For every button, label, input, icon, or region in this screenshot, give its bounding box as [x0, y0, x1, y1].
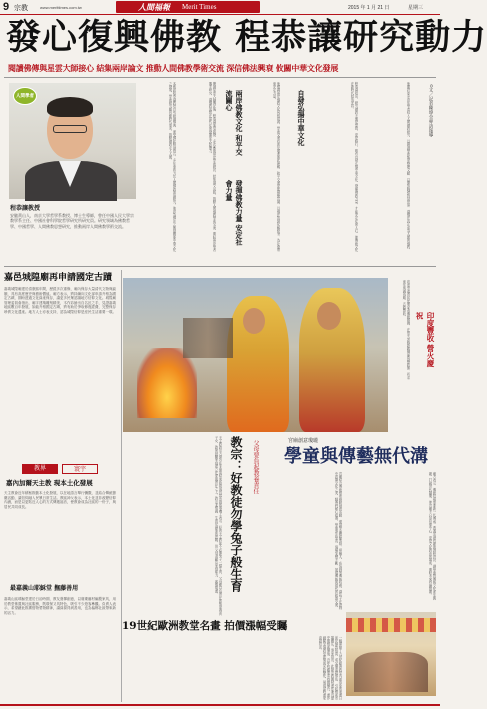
page-header	[0, 0, 440, 16]
header-rule	[0, 14, 440, 15]
headline-rule	[4, 77, 436, 78]
pope-story-body: 天主教教宗方濟各在菲律賓結束訪問返回梵蒂岡的專機上表示，好的天主教徒不必像兔子一樣生育，父母應以負責任的態度養育子女，教會鼓勵家庭建立在愛與責任之上。教宗並強調，生育是神聖的恩賜，但父母須顧及家庭能力，審慎規畫。	[214, 436, 222, 616]
byline-vertical: ⊙文／記者陳瑋全專訪報導	[428, 84, 433, 138]
crowd	[183, 318, 233, 358]
feature-headline: 學童與傳藝無代溝	[284, 446, 428, 467]
dancer-right-face	[317, 302, 341, 330]
bottom-headline: 19世紀歐洲教堂名畫 拍價漲幅受矚	[122, 620, 288, 632]
issue-weekday: 星期三	[408, 5, 424, 11]
scholar-badge	[13, 87, 37, 105]
brand-banner	[116, 1, 260, 13]
story-church-body: 嘉義山區耶穌堂建於日治時期，教友發揮創意，以廢棄藤材編製家具，用於教堂佈置與社區服務，既環保又具特色，吸引不少遊客參觀。負責人表示，希望藉此推廣惜物愛物精神，讓資源得到善用，也為偏鄉社區帶來新的活力。	[4, 597, 116, 615]
issue-date: 2015 年 1 月 21 日	[348, 5, 390, 11]
middle-column-rule	[121, 270, 122, 702]
brand-english: Merit Times	[182, 3, 217, 11]
main-headline: 發心復興佛教 程恭讓研究動力	[6, 17, 487, 58]
story-church-heading: 最嘉義山耶穌堂 撫藤善用	[10, 585, 79, 592]
harvest-photo	[123, 278, 388, 432]
section-tag	[22, 464, 100, 474]
footer-rule	[0, 704, 440, 706]
festival-photo	[346, 612, 436, 696]
pope-vertical-subhead: 父母要負起教養責任	[252, 440, 259, 494]
feature-body-1: 宮廟結合傳統藝術推動創意活動，邀請學童體驗剪紙、捏麵人、布袋戲等傳統技藝，讓孩子在遊戲中認識文化之美。師傅們耐心指導，學童專注學習，現場笑聲不斷，展現傳統與現代的和諧交流。	[334, 472, 342, 610]
bottom-story-body: 一幅描繪十九世紀歐洲教堂內部景象的油畫日前於倫敦拍賣，成交價遠超預估，引起藝術市場關注。專家指出，此類宗教題材畫作兼具歷史與藝術價值，近年收藏需求持續攀升。畫作細膩呈現教堂建築與光影變化，展現當時畫家高超技法。	[318, 636, 342, 700]
brand-chinese: 人間福報	[138, 2, 170, 12]
top-column-head-1: 兩岸佛教文化 和平交流關心	[225, 90, 244, 156]
top-column-1: 本報訊程恭讓教授自幼研讀佛典，深受佛陀精神感召，多年來致力於人間佛教理論研究。他認為佛法之興衰關係中華文化之發展，學術研究應回應時代需求，推動佛教走入人間。	[168, 82, 176, 252]
feature-body-2: 廟方表示，傳統技藝需要新一代傳承，透過活潑有趣的課程設計，讓學童對傳統文化產生興趣，打破世代隔閡，使宮廟不只是信仰中心，更是文化教育的場所，期盼未來持續推廣。	[428, 472, 436, 600]
top-column-head-3: 發揮佛教力量 安定社會力量	[225, 180, 244, 246]
story-catholic-body: 天主教會近年積極推動本土化發展，以在地語言舉行彌撒，並結合傳統節慶活動，讓信仰融入民眾日常生活。教區神父表示，本土化並非改變信仰內涵，而是以更貼近人心的方式傳遞福音，使教會成為社區的一份子，與居民共同成長。	[4, 491, 116, 509]
dancer-left-face	[243, 308, 265, 334]
portrait-hair	[47, 97, 93, 117]
section-tag-huanyu: 寰宇	[62, 464, 98, 474]
portrait-caption: 程恭讓教授	[10, 205, 41, 212]
scholar-badge-text: 人間學者	[16, 94, 34, 99]
photo-caption-body: 印度旁遮普邦民眾穿著傳統服飾，在營火旁載歌載舞慶祝豐收節，祈求來年風調雨順、五穀豐收。	[401, 280, 410, 380]
portrait-bio: 安徽黃山人，南京大學哲學系教授、博士生導師，曾任中國人民大學宗教學系主任、中國社會科學院哲學研究所研究員。研究領域為佛教哲學、中國哲學、人間佛教思想研究，推動兩岸人間佛教學術交流。	[10, 213, 134, 229]
page-number: 9	[3, 1, 10, 13]
subheadline: 閱讀佛傳與星雲大師接心 結集兩岸論文 推動人間佛教學術交流 深信佛法興衰 攸關中華文化發展	[8, 63, 339, 73]
pope-vertical-headline: 教宗：好教徒勿學兔子般生育	[229, 436, 243, 592]
story-temple-body: 嘉義城隍廟建於清康熙年間，歷經多次重修，廟內保存大量清代文物與匾額，具有高度歷史與藝術價值。廟方表示，將持續向文化部申請升格為國定古蹟，期盼透過文化資產保存，讓更多民眾認識地方信仰文化。城隍廟管理委員會指出，廟宇建築雕刻精美，木作彩繪出自名匠之手，見證嘉義地區數百年發展，如能升格國定古蹟，將有助於爭取修復經費，完整保存珍貴文化遺產。地方人士亦表支持，認為城隍信仰是庶民生活重要一環。	[4, 287, 116, 314]
lantern-string	[346, 618, 436, 632]
top-column-5: 他期許更多青年學者投入人間佛教研究，以嚴謹學術態度整理文獻，以開放胸襟對話世界，讓佛法真正成為人間的佛教。	[406, 82, 410, 252]
story-temple-heading: 嘉邑城隍廟再申請國定古蹟	[4, 273, 113, 283]
top-column-head-2: 自發弘揚中華文化	[297, 90, 306, 146]
top-column-2: 閱讀星雲大師傳記後，程恭讓深受啟發，多次參與兩岸學術研討，結集論文出版，推動人間佛教學術交流，期盼兩岸學者攜手研究，讓佛教思想在當代社會發揮更大影響力。	[208, 82, 216, 252]
children-group	[354, 652, 428, 692]
story-catholic-heading: 嘉內加爾天主教 現本土化發展	[6, 479, 93, 487]
top-column-4: 程恭讓指出，研究佛教不僅是學問，更是修行，唯有自發弘揚中華文化，發揮佛教力量，才能安定社會人心，使傳統文化在新時代綻放光彩。	[350, 82, 358, 252]
section-tag-jiaojie: 教界	[22, 464, 58, 474]
bonfire	[137, 348, 197, 418]
section-label: 宗教	[14, 4, 28, 12]
top-bottom-rule	[4, 266, 436, 267]
top-column-3: 他強調兩岸佛教文化同根同源，學術交流有助於增進彼此理解，和平交流更能凝聚共識，以佛法智慧化解紛爭，為社會帶來安定力量。	[272, 82, 280, 252]
portrait-glasses	[53, 125, 87, 133]
site-url[interactable]: www.merittimes.com.tw	[40, 5, 82, 10]
feature-kicker: 宮廟創意瓊瓏	[288, 438, 319, 444]
photo-caption-title: 印度豐收 營火慶祝	[415, 312, 435, 368]
